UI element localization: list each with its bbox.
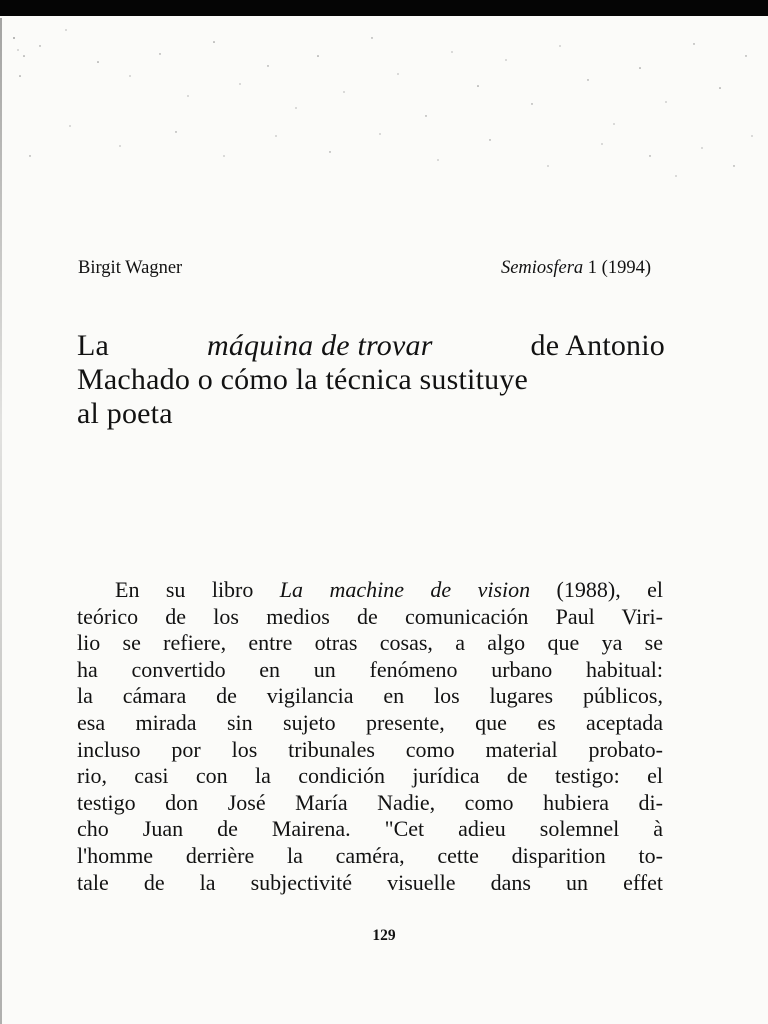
title-part-1: La bbox=[77, 329, 110, 362]
article-title bbox=[77, 329, 665, 431]
body-line-6: esa mirada sin sujeto presente, que es aceptada bbox=[77, 709, 663, 735]
journal-issue: 1 (1994) bbox=[583, 258, 651, 278]
running-header-author: Birgit Wagner bbox=[78, 258, 183, 278]
body-line-1-end: (1988), el bbox=[530, 577, 663, 602]
body-line-3: lio se refiere, entre otras cosas, a algo que ya se bbox=[77, 630, 663, 656]
running-header-journal bbox=[501, 258, 651, 279]
body-line-7: incluso por los tribunales como material probato- bbox=[77, 736, 663, 762]
body-line-4: ha convertido en un fenómeno urbano habitual: bbox=[77, 656, 663, 682]
body-line-11: l'homme derrière la caméra, cette disparition to- bbox=[77, 842, 663, 868]
book-title: La machine de vision bbox=[279, 577, 531, 602]
body-line-1-start: En su libro bbox=[115, 577, 280, 602]
body-line-2: teórico de los medios de comunicación Paul Viri- bbox=[77, 603, 663, 629]
body-line-8: rio, casi con la condición jurídica de testigo: el bbox=[77, 763, 663, 789]
scan-left-edge bbox=[0, 18, 2, 1024]
body-line-10: cho Juan de Mairena. "Cet adieu solemnel à bbox=[77, 816, 663, 842]
scan-top-border bbox=[0, 0, 768, 16]
body-paragraph bbox=[77, 577, 663, 896]
title-line-2: Machado o cómo la técnica sustituye bbox=[77, 363, 529, 396]
body-line-5: la cámara de vigilancia en los lugares públicos, bbox=[77, 683, 663, 709]
title-italic: máquina de trovar bbox=[206, 329, 433, 362]
title-line-1 bbox=[77, 329, 665, 363]
title-line-3: al poeta bbox=[77, 397, 173, 430]
body-line-1 bbox=[77, 577, 663, 604]
scan-noise bbox=[0, 16, 768, 216]
page-number: 129 bbox=[372, 927, 396, 944]
journal-name: Semiosfera bbox=[500, 258, 584, 278]
body-line-9: testigo don José María Nadie, como hubiera di- bbox=[77, 789, 663, 815]
title-part-2: de Antonio bbox=[530, 329, 665, 362]
body-line-12: tale de la subjectivité visuelle dans un effet bbox=[77, 869, 663, 895]
